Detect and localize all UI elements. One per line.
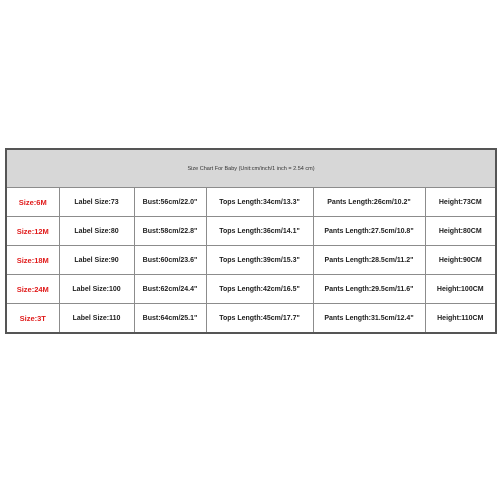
- label-size-cell: Label Size:110: [59, 304, 134, 334]
- pants-length-cell: Pants Length:29.5cm/11.6": [313, 275, 425, 304]
- size-cell: Size:6M: [6, 188, 59, 217]
- tops-length-cell: Tops Length:34cm/13.3": [206, 188, 313, 217]
- pants-length-cell: Pants Length:31.5cm/12.4": [313, 304, 425, 334]
- table-header-row: [6, 149, 496, 188]
- pants-length-cell: Pants Length:26cm/10.2": [313, 188, 425, 217]
- pants-length-cell: Pants Length:28.5cm/11.2": [313, 246, 425, 275]
- label-size-cell: Label Size:90: [59, 246, 134, 275]
- tops-length-cell: Tops Length:45cm/17.7": [206, 304, 313, 334]
- bust-cell: Bust:62cm/24.4": [134, 275, 206, 304]
- height-cell: Height:80CM: [425, 217, 496, 246]
- size-cell: Size:3T: [6, 304, 59, 334]
- size-cell: Size:12M: [6, 217, 59, 246]
- height-cell: Height:90CM: [425, 246, 496, 275]
- tops-length-cell: Tops Length:36cm/14.1": [206, 217, 313, 246]
- pants-length-cell: Pants Length:27.5cm/10.8": [313, 217, 425, 246]
- size-cell: Size:18M: [6, 246, 59, 275]
- size-chart-table: [5, 148, 497, 334]
- table-row: [6, 217, 496, 246]
- size-cell: Size:24M: [6, 275, 59, 304]
- table-row: [6, 275, 496, 304]
- bust-cell: Bust:64cm/25.1": [134, 304, 206, 334]
- height-cell: Height:100CM: [425, 275, 496, 304]
- label-size-cell: Label Size:80: [59, 217, 134, 246]
- bust-cell: Bust:58cm/22.8": [134, 217, 206, 246]
- bust-cell: Bust:56cm/22.0": [134, 188, 206, 217]
- table-row: [6, 188, 496, 217]
- size-chart-title: Size Chart For Baby (Unit:cm/inch/1 inch = 2.54 cm): [6, 149, 496, 188]
- height-cell: Height:73CM: [425, 188, 496, 217]
- tops-length-cell: Tops Length:42cm/16.5": [206, 275, 313, 304]
- tops-length-cell: Tops Length:39cm/15.3": [206, 246, 313, 275]
- table-row: [6, 304, 496, 334]
- label-size-cell: Label Size:73: [59, 188, 134, 217]
- bust-cell: Bust:60cm/23.6": [134, 246, 206, 275]
- table-row: [6, 246, 496, 275]
- height-cell: Height:110CM: [425, 304, 496, 334]
- label-size-cell: Label Size:100: [59, 275, 134, 304]
